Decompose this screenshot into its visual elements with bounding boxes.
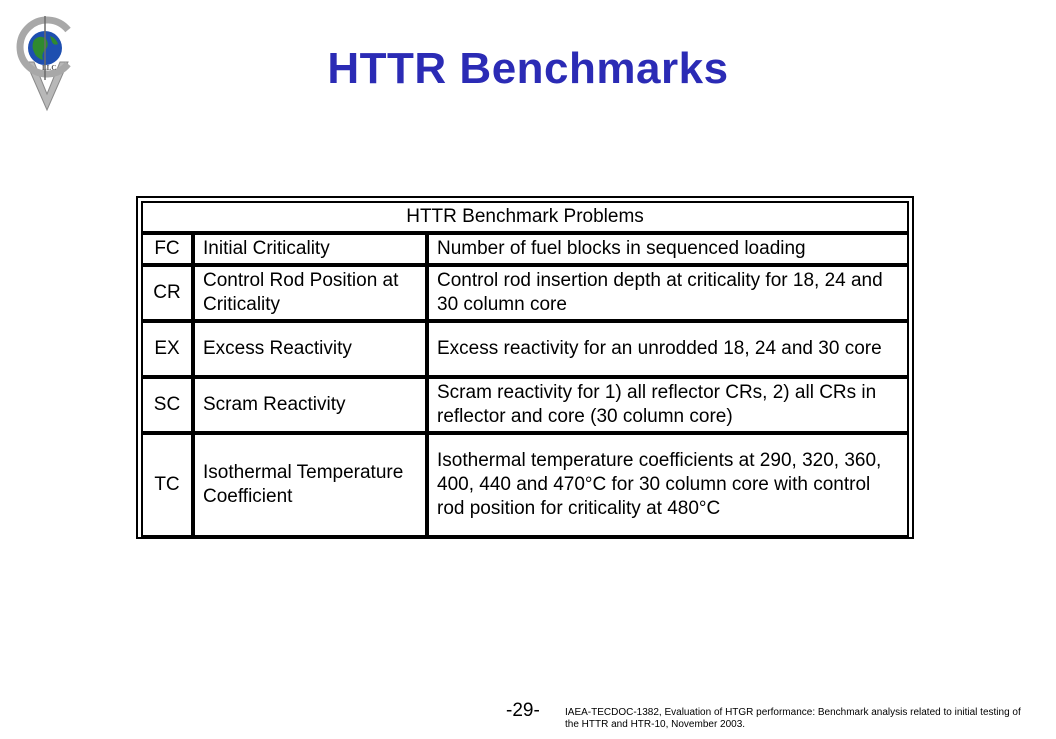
problem-code: SC [141, 377, 193, 433]
problem-description: Control rod insertion depth at criticality for 18, 24 and 30 column core [427, 265, 909, 321]
benchmark-table [141, 201, 909, 537]
problem-description: Excess reactivity for an unrodded 18, 24 and 30 core [427, 321, 909, 377]
logo-llc-text: LLC [42, 64, 57, 72]
problem-code: CR [141, 265, 193, 321]
table-row [141, 265, 909, 321]
table-row [141, 377, 909, 433]
benchmark-table-frame [136, 196, 914, 539]
table-row [141, 433, 909, 537]
problem-name: Excess Reactivity [193, 321, 427, 377]
table-header-row [141, 201, 909, 233]
problem-name: Control Rod Position at Criticality [193, 265, 427, 321]
table-row [141, 321, 909, 377]
problem-code: TC [141, 433, 193, 537]
problem-description: Number of fuel blocks in sequenced loading [427, 233, 909, 265]
problem-name: Isothermal Temperature Coefficient [193, 433, 427, 537]
table-row [141, 233, 909, 265]
page-title: HTTR Benchmarks [327, 44, 729, 93]
problem-code: EX [141, 321, 193, 377]
reference-citation: IAEA-TECDOC-1382, Evaluation of HTGR performance: Benchmark analysis related to initial testing of the HTTR and HTR-10, November 2003. [565, 707, 1021, 730]
page-number: -29- [506, 700, 540, 721]
table-header: HTTR Benchmark Problems [141, 201, 909, 233]
problem-name: Initial Criticality [193, 233, 427, 265]
problem-code: FC [141, 233, 193, 265]
problem-description: Scram reactivity for 1) all reflector CRs, 2) all CRs in reflector and core (30 column core) [427, 377, 909, 433]
problem-description: Isothermal temperature coefficients at 290, 320, 360, 400, 440 and 470°C for 30 column core with control rod position for criticality at 480°C [427, 433, 909, 537]
problem-name: Scram Reactivity [193, 377, 427, 433]
